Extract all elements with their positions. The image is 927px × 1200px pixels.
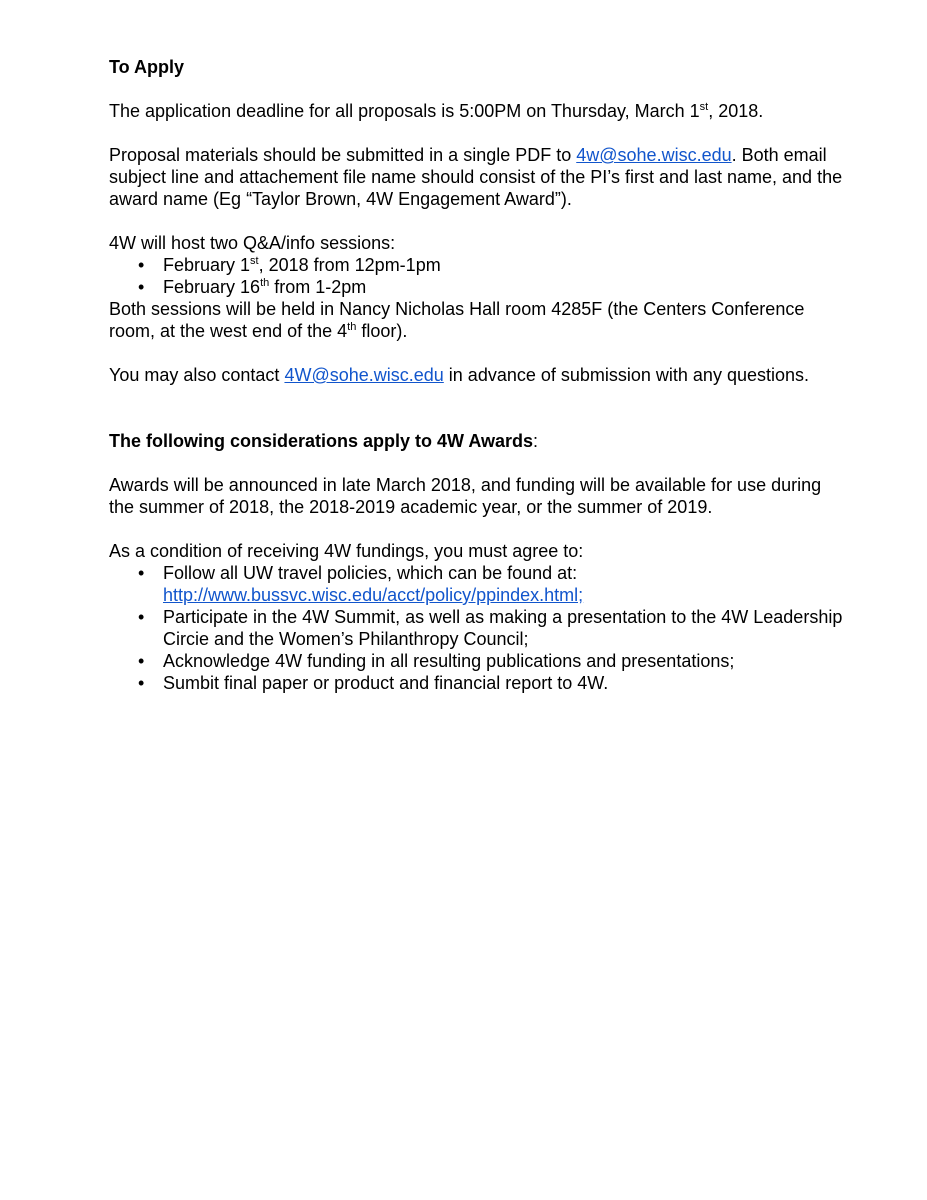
sessions-list — [109, 254, 849, 298]
conditions-list — [109, 562, 849, 694]
contact-text-end: in advance of submission with any questions. — [443, 365, 809, 385]
bullet-icon: • — [138, 277, 145, 297]
list-item — [109, 276, 849, 298]
materials-text-end: . Both email subject line and attachement file name should consist of the PI’s first and last name, and the award name (Eg “Taylor Brown, 4W Engagement Award”). — [109, 145, 843, 209]
considerations-heading-colon: : — [533, 431, 539, 451]
bullet-icon: • — [138, 673, 145, 693]
deadline-text-end: , 2018. — [708, 101, 764, 121]
summit-text: Participate in the 4W Summit, as well as making a presentation to the 4W Leadership Circie and the Women’s Philanthropy Council; — [163, 607, 843, 649]
location-ordinal: th — [347, 321, 357, 333]
sessions-intro: 4W will host two Q&A/info sessions: — [109, 233, 396, 253]
location-text: Both sessions will be held in Nancy Nicholas Hall room 4285F (the Centers Conference room, at the west end of the 4 — [109, 299, 805, 341]
bullet-icon: • — [138, 607, 145, 627]
acknowledge-text: Acknowledge 4W funding in all resulting publications and presentations; — [163, 651, 735, 671]
location-paragraph — [109, 298, 849, 342]
session-ordinal: th — [260, 277, 270, 289]
list-item — [109, 606, 849, 650]
considerations-heading-line — [109, 430, 849, 452]
list-item — [109, 672, 849, 694]
condition-intro: As a condition of receiving 4W fundings, you must agree to: — [109, 541, 584, 561]
session-date: February 1 — [163, 255, 251, 275]
contact-paragraph — [109, 364, 849, 386]
session-ordinal: st — [250, 255, 259, 267]
location-text-end: floor). — [356, 321, 408, 341]
submit-text: Sumbit final paper or product and financial report to 4W. — [163, 673, 609, 693]
contact-email-link[interactable]: 4W@sohe.wisc.edu — [284, 365, 444, 385]
deadline-paragraph — [109, 100, 849, 122]
session-date: February 16 — [163, 277, 261, 297]
submission-email-link[interactable]: 4w@sohe.wisc.edu — [576, 145, 732, 165]
list-item — [109, 254, 849, 276]
travel-policy-text: Follow all UW travel policies, which can be found at: — [163, 563, 578, 583]
list-item — [109, 562, 849, 606]
contact-text: You may also contact — [109, 365, 285, 385]
deadline-text: The application deadline for all proposals is 5:00PM on Thursday, March 1 — [109, 101, 700, 121]
deadline-ordinal: st — [699, 101, 709, 113]
to-apply-heading: To Apply — [109, 57, 184, 77]
materials-paragraph — [109, 144, 849, 210]
bullet-icon: • — [138, 255, 145, 275]
considerations-heading: The following considerations apply to 4W Awards — [109, 431, 534, 451]
travel-policy-link[interactable]: http://www.bussvc.wisc.edu/acct/policy/ppindex.html; — [163, 585, 584, 605]
session-time: from 1-2pm — [269, 277, 367, 297]
materials-text: Proposal materials should be submitted in a single PDF to — [109, 145, 577, 165]
list-item — [109, 650, 849, 672]
session-time: , 2018 from 12pm-1pm — [258, 255, 441, 275]
document-page — [109, 56, 849, 694]
bullet-icon: • — [138, 651, 145, 671]
bullet-icon: • — [138, 563, 145, 583]
announcement-paragraph: Awards will be announced in late March 2018, and funding will be available for use during the summer of 2018, the 2018-2019 academic year, or the summer of 2019. — [109, 475, 822, 517]
